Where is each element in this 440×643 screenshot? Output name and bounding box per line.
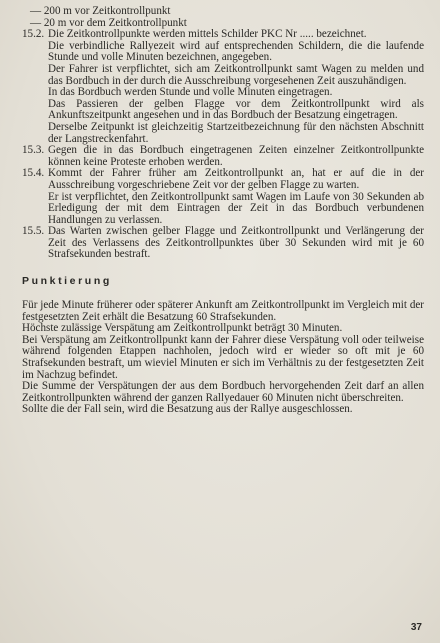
section-paragraph: Höchste zulässige Verspätung am Zeitkontrollpunkt beträgt 30 Minuten. [22, 322, 343, 335]
item-paragraph: Gegen die in das Bordbuch eingetragenen Zeiten einzelner Zeitkontrollpunkte können keine Proteste erhoben werden. [48, 144, 424, 168]
section-paragraph: Bei Verspätung am Zeitkontrollpunkt kann der Fahrer diese Verspätung voll oder teilweise während folgenden Etappen nachholen, jedoch wird er wieder so oft mit je 60 Strafsekunden bestraft, um wieviel Minuten er sich im Verhältnis zu der festgesetzten Zeit im Nachzug befindet. [22, 333, 424, 381]
item-paragraph: Der Fahrer ist verpflichtet, sich am Zeitkontrollpunkt samt Wagen zu melden und das Bordbuch in der durch die Ausschreibung vorgesehenen Zeit auszuhändigen. [48, 62, 424, 87]
item-paragraph: Kommt der Fahrer früher am Zeitkontrollpunkt an, hat er auf die in der Ausschreibung vorgeschriebene Zeit vor der gelben Flagge zu warten. [48, 167, 424, 191]
section-heading: Punktierung [22, 275, 112, 288]
item-paragraph: Das Warten zwischen gelber Flagge und Zeitkontrollpunkt und Verlängerung der Zeit des Verlassens des Zeitkontrollpunktes über 30 Sekunden wird mit je 60 Strafsekunden bestraft. [48, 225, 424, 261]
numbered-items [22, 29, 424, 261]
page-number: 37 [410, 622, 422, 633]
item-15-3 [22, 145, 424, 168]
item-paragraph: Derselbe Zeitpunkt ist gleichzeitig Startzeitbezeichnung für den nächsten Abschnitt der Langstreckenfahrt. [48, 120, 424, 145]
dash-line-2: — 20 m vor dem Zeitkontrollpunkt [30, 16, 187, 29]
section-paragraph: Sollte die der Fall sein, wird die Besatzung aus der Rallye ausgeschlossen. [22, 403, 353, 416]
item-number: 15.2. [22, 28, 45, 41]
item-paragraph: Er ist verpflichtet, den Zeitkontrollpunkt samt Wagen im Laufe von 30 Sekunden ab Erledigung der mit dem Eintragen der Zeit in das Bordbuch verbundenen Handlungen zu verlassen. [48, 190, 424, 226]
section-body [22, 300, 424, 416]
item-paragraph: Die Zeitkontrollpunkte werden mittels Schilder PKC Nr ..... bezeichnet. [48, 28, 367, 41]
item-body [48, 226, 424, 261]
item-body [48, 29, 424, 145]
section-paragraph: Für jede Minute früherer oder späterer Ankunft am Zeitkontrollpunkt im Vergleich mit der festgesetzten Zeit erhält die Besatzung 60 Strafsekunden. [22, 299, 424, 323]
item-number: 15.3. [22, 144, 45, 157]
item-15-5 [22, 226, 424, 261]
section-paragraph: Die Summe der Verspätungen der aus dem Bordbuch hervorgehenden Zeit darf an allen Zeitkontrollpunkten während der ganzen Rallyedauer 60 Minuten nicht überschreiten. [22, 380, 424, 404]
item-paragraph: In das Bordbuch werden Stunde und volle Minuten eingetragen. [48, 86, 333, 99]
item-body [48, 145, 424, 168]
item-number: 15.4. [22, 167, 45, 180]
item-number: 15.5. [22, 225, 45, 238]
item-15-4 [22, 168, 424, 226]
item-body [48, 168, 424, 226]
dash-list [22, 6, 424, 29]
item-15-2 [22, 29, 424, 145]
item-paragraph: Die verbindliche Rallyezeit wird auf entsprechenden Schildern, die die laufende Stunde und volle Minuten bezeichnen, angegeben. [48, 39, 424, 64]
item-paragraph: Das Passieren der gelben Flagge vor dem Zeitkontrollpunkt wird als Ankunftszeitpunkt angesehen und in das Bordbuch der Besatzung eingetragen. [48, 97, 424, 122]
dash-line-1: — 200 m vor Zeitkontrollpunkt [30, 5, 171, 17]
